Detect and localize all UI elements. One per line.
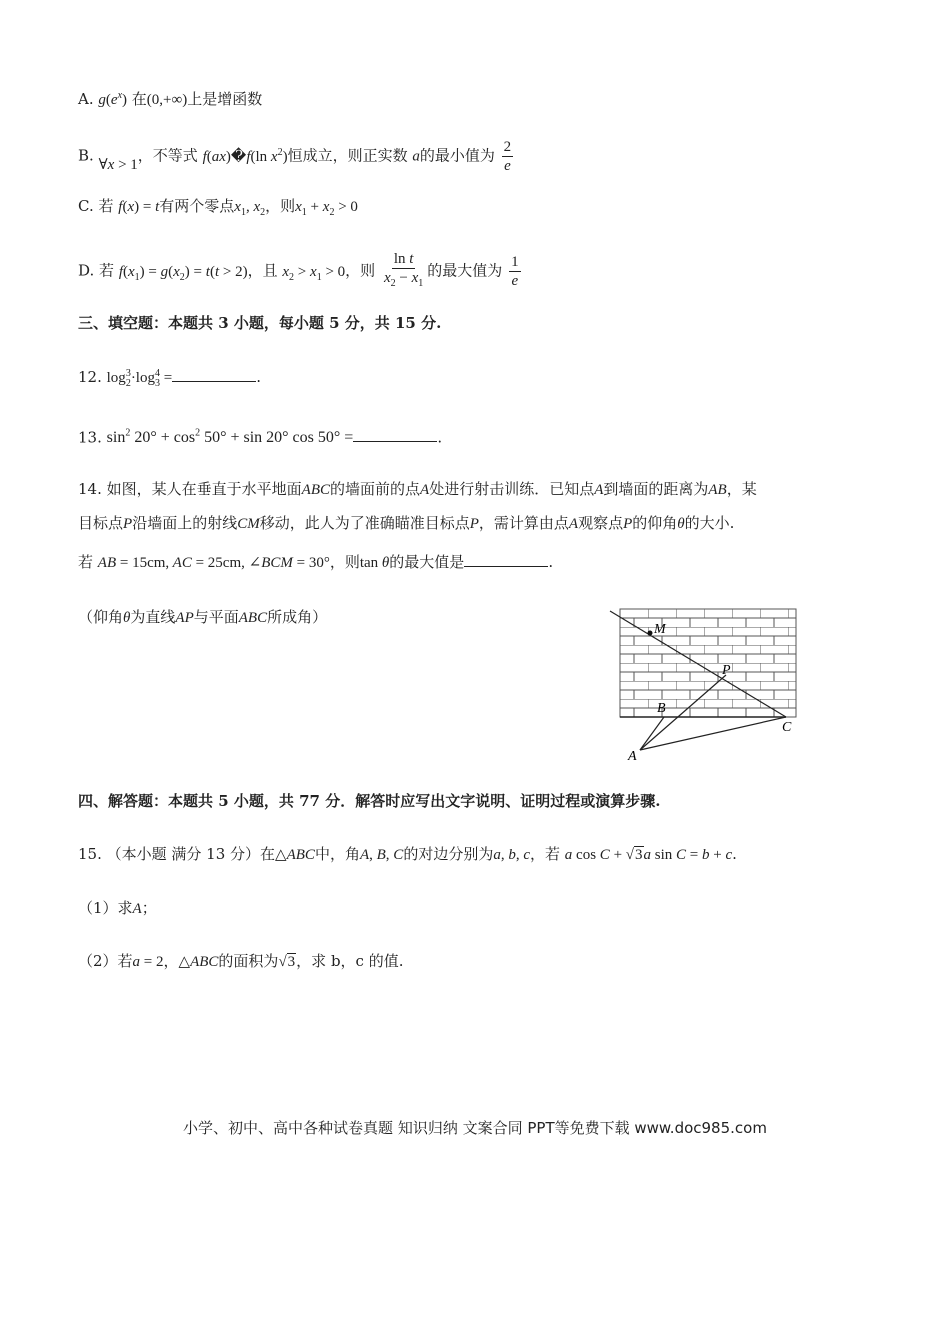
option-b: B. ∀x > 1，不等式 f(ax)�f(ln $x^2$)恒成立，则正实数 a的最小值为 $\frac{2}{e}$ [78,139,512,174]
question-12: 12. $\log_2^3\cdot\log_3^4$ = . [78,368,261,389]
question-14-line2: 目标点P沿墙面上的射线CM移动，此人为了准确瞄准目标点P，需计算由点A观察点P的仰角θ的大小. [78,514,735,532]
fraction-1-over-e: $\frac{1}{e}$ [511,254,519,289]
math-given-values: AB = 15cm, AC = 25cm, ∠BCM = 30° [97,555,330,571]
math-g-ex: $g(e^x)$ [98,90,128,108]
section4-heading: 四、解答题：本题共 5 小题，共 77 分．解答时应写出文字说明、证明过程或演算步骤. [78,792,661,810]
answer-blank [464,552,548,567]
footer-banner: 小学、初中、高中各种试卷真题 知识归纳 文案合同 PPT等免费下载 www.doc985.com [183,1119,767,1137]
math-log-product: $\log_2^3\cdot\log_3^4$ = [106,368,173,389]
point-m [648,631,653,636]
math-inequality-b: f(ax)�f(ln $x^2$) [202,146,288,165]
section3-heading: 三、填空题：本题共 3 小题，每小题 5 分，共 15 分. [78,314,442,332]
segment-ac [640,717,786,750]
question-15-part1: （1）求A； [78,899,157,917]
math-f-equals-t: f(x) = t [118,199,160,215]
math-trig-sum: $\sin^2 20^\circ + \cos^2 50^\circ + \sin 20^\circ$ cos 50° = [106,428,354,447]
fraction-2-over-e: $\frac{2}{e}$ [503,139,512,174]
wall-bricks [620,609,796,717]
brick-wall-figure [608,603,802,765]
fraction-lnt: $\frac{\text{ln t}}{x_2 - x_1}$ [383,251,424,289]
math-interval: (0,+∞) [146,92,188,108]
question-14: 14. 如图，某人在垂直于水平地面ABC的墙面前的点A处进行射击训练．已知点A到墙面的距离为AB，某 [78,480,757,498]
label-b: B [657,701,666,716]
question-14-line3: 若 AB = 15cm, AC = 25cm, ∠BCM = 30°，则tan θ的最大值是 . [78,553,554,571]
option-d: D. 若 $f(x_1) = g(x_2) = t(t > 2)$，且 $x_2 > x_1 > 0$，则 $\frac{\text{ln t}}{x_2 - x_1}$ 的最大值为 $\frac{1}{e}$ [78,250,523,293]
question-14-note: （仰角θ为直线AP与平面ABC所成角） [78,608,328,626]
math-forall: ∀x > 1 [98,156,138,173]
label-c: C [782,720,792,735]
label-a: A [628,749,637,764]
answer-blank [353,427,437,442]
answer-blank [172,367,256,382]
question-13: 13. $\sin^2 20^\circ + \cos^2 50^\circ + \sin 20^\circ$ cos 50° = . [78,428,443,447]
option-c: C. 若 f(x) = t有两个零点$x_1$, $x_2$，则$x_1 + x_2 > 0$ [78,197,358,218]
math-condition-15: a cos C + √3a sin C = b + c [564,847,733,863]
label-m: M [654,622,666,637]
question-15-part2: （2）若a = 2，△ABC的面积为√3，求 b，c 的值. [78,952,404,970]
label-p: P [722,663,731,678]
option-a: A. $g(e^x)$ 在(0,+∞)上是增函数 [78,90,263,108]
question-15: 15. （本小题 满分 13 分）在△ABC中，角A, B, C的对边分别为a, b, c，若 a cos C + √3a sin C = b + c. [78,845,737,863]
math-condition-d: $f(x_1) = g(x_2) = t(t > 2)$ [118,263,248,283]
